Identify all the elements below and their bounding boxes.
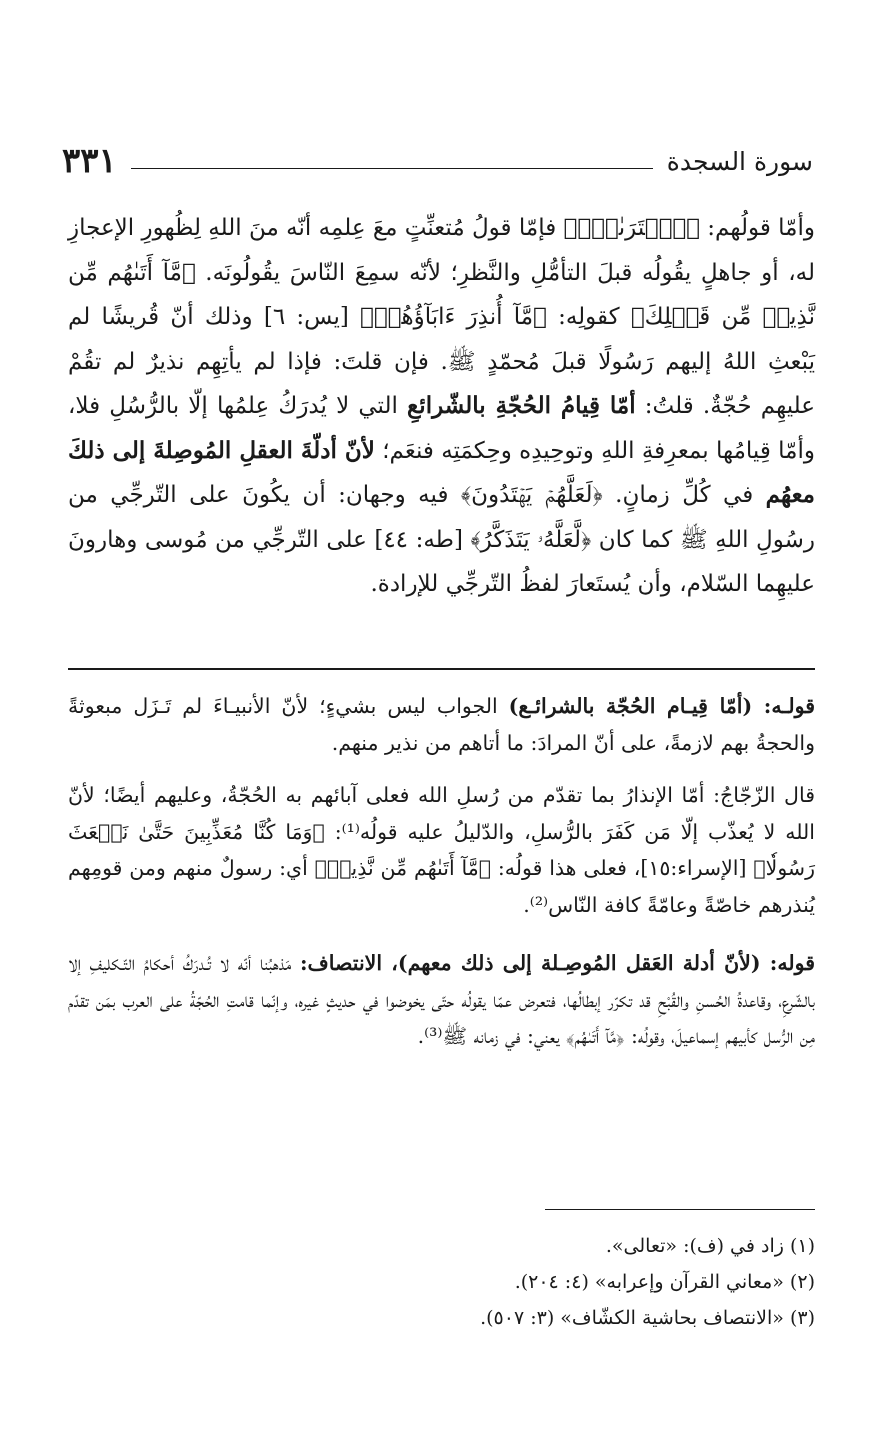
page-number: ٣٣١ [62, 141, 117, 181]
commentary-paragraph-2 [68, 777, 815, 923]
main-text-part-1: وأمّا قولُهم: ﴿ٱفۡتَرَىٰهُۚ﴾ فإمّا قولُ مُتعنِّتٍ معَ عِلمِه أنّه منَ اللهِ لِظُهورِ الإعجازِ له، أو جاهلٍ يقُولُه قبلَ التأمُّلِ والنَّظرِ؛ لأنّه سمِعَ النّاسَ يقُولُونَه. ﴿مَّآ أَتَىٰهُم مِّن نَّذِيرٖ مِّن قَبۡلِكَ﴾ كقولِه: ﴿مَّآ أُنذِرَ ءَابَآؤُهُمۡ﴾ [يس: ٦] وذلك أنّ قُريشًا لم يَبْعثِ اللهُ إليهم رَسُولًا قبلَ مُحمّدٍ ﷺ. فإن قلتَ: فإذا لم يأتِهِم نذيرٌ لم تقُمْ عليهِم حُجّةٌ. قلتُ: [68, 215, 815, 419]
main-text-part-3: في كُلِّ زمانٍ. ﴿لَعَلَّهُمۡ يَهۡتَدُونَ﴾ فيه وجهان: أن يكُونَ على التّرجِّي من رسُولِ اللهِ ﷺ كما كان ﴿لَّعَلَّهُۥ يَتَذَكَّرُ﴾ [طه: ٤٤] على التّرجِّي من مُوسى وهارونَ عليهِما السّلام، وأن يُستَعارَ لفظُ التّرجِّي للإرادة. [68, 482, 815, 597]
main-paragraph [68, 206, 815, 607]
commentary-label-1: قولـه: (أمّا قِيـام الحُجّة بالشرائـع) [508, 694, 815, 718]
main-text [68, 206, 815, 607]
commentary-text-1: الجواب ليس بشيءٍ؛ لأنّ الأنبيـاءَ لم تَـزَل مبعوثةً والحجةُ بهم لازمةً، على أنّ المرادَ: ما أتاهم من نذير منهم. [68, 694, 815, 755]
footnote-1: (١) زاد في (ف): «تعالى». [605, 1235, 815, 1257]
commentary-text-3: مَذهبُنا أنّه لا تُـدرَكُ أحكامُ التّـكليفِ إلا بالشّرعِ، وقاعدةُ الحُسنِ والقُبْحِ قد تكرّر إبطالُها، فتعرض عمّا يقولُه حتّى يخوضوا في حديثٍ غيره، وإنّما قامتِ الحُجّةُ على العرب بمَن تقدّم مِن الرُّسل كأبيهم إسماعيلَ، وقولُه: ﴿مَّآ أَتَىٰهُم﴾ يعني: في زمانه ﷺ⁽³⁾. [68, 951, 815, 1048]
main-text-part-2: التي لا يُدرَكُ عِلمُها إلّا بالرُّسُلِ فلا، وأمّا قِيامُها بمعرِفةِ اللهِ وتوحِيدِه وحِكمَتِه فنعَم؛ [68, 393, 815, 464]
header-rule [131, 168, 653, 169]
main-bold-phrase-2: لأنّ أدلّةَ العقلِ المُوصِلةَ إلى ذلكَ معهُم [68, 436, 815, 508]
footnote-2: (٢) «معاني القرآن وإعرابه» (٤: ٢٠٤). [514, 1271, 815, 1293]
commentary [68, 688, 815, 1071]
commentary-label-3: قوله: (لأنّ أدلة العَقل المُوصِـلة إلى ذلك معهم)، الانتصاف: [299, 951, 815, 975]
main-bold-phrase-1: أمّا قِيامُ الحُجّةِ بالشّرائعِ [407, 392, 636, 419]
commentary-paragraph-3 [68, 945, 815, 1055]
surah-title: سورة السجدة [666, 146, 813, 176]
section-divider [68, 668, 815, 670]
commentary-paragraph-1 [68, 688, 815, 761]
footnote-3: (٣) «الانتصاف بحاشية الكشّاف» (٣: ٥٠٧). [480, 1307, 815, 1329]
commentary-text-2: قال الزّجّاجُ: أمّا الإنذارُ بما تقدّم من رُسلِ الله فعلى آبائهم به الحُجّةُ، وعليهم أيضًا؛ لأنّ الله لا يُعذّب إلّا مَن كَفَرَ بالرُّسلِ، والدّليلُ عليه قولُه⁽¹⁾: ﴿وَمَا كُنَّا مُعَذِّبِينَ حَتَّىٰ نَبۡعَثَ رَسُولٗا﴾ [الإسراء:١٥]، فعلى هذا قولُه: ﴿مَّآ أَتَىٰهُم مِّن نَّذِيرٖ﴾ أي: رسولٌ منهم ومن قومِهم يُنذرهم خاصّةً وعامّةً كافة النّاس⁽²⁾. [68, 783, 815, 917]
footnote-divider [545, 1209, 815, 1210]
page-header [62, 138, 813, 184]
footnotes [68, 1228, 815, 1336]
